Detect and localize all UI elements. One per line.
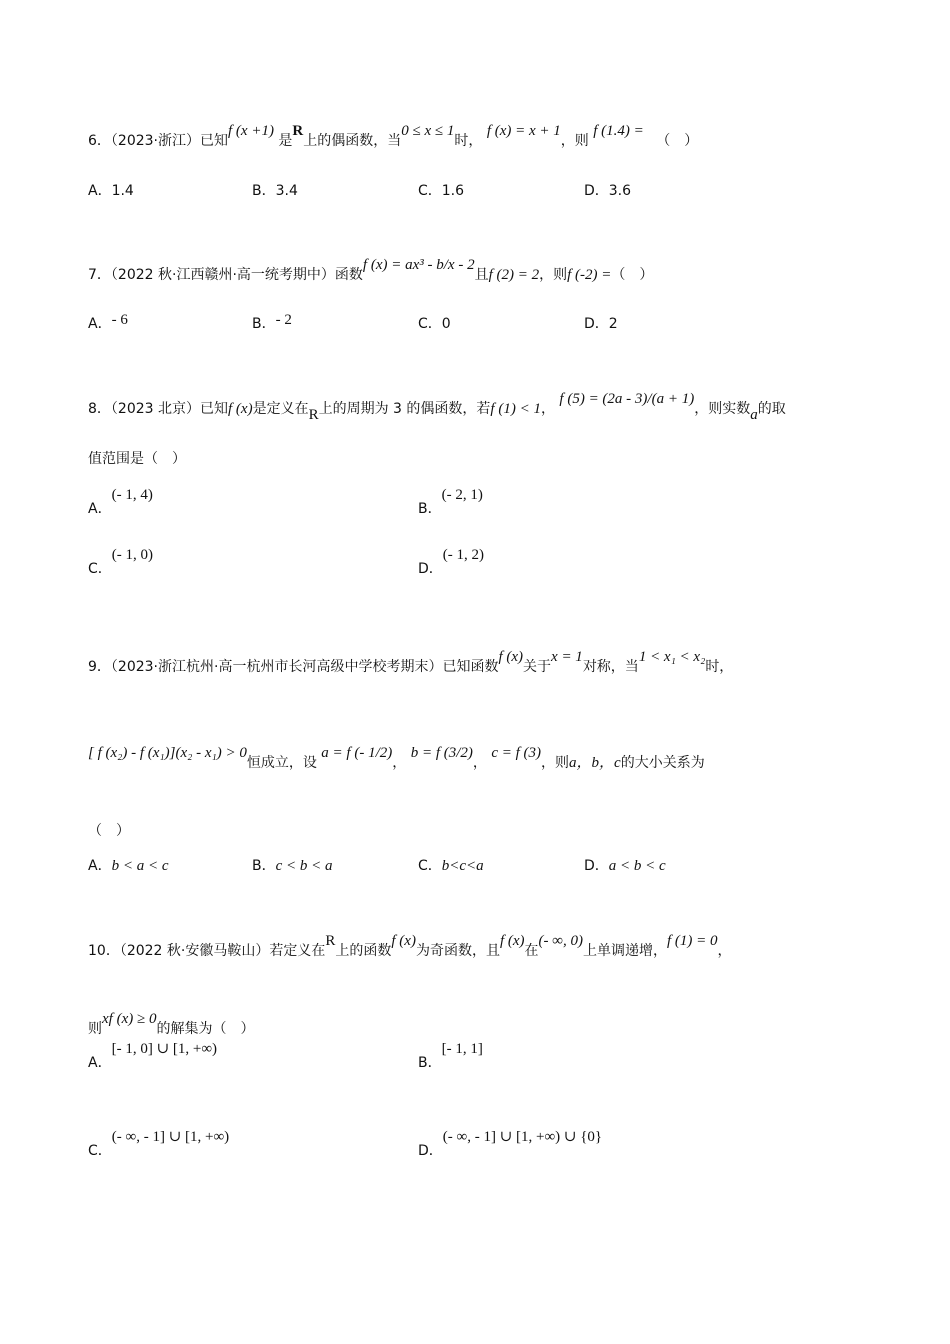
q9-math-fx: f (x) — [498, 649, 524, 665]
q9-text: 关于 — [523, 659, 552, 675]
q9-option-value: b<c<a — [441, 858, 484, 874]
q8-math-a: a — [750, 407, 758, 423]
q10-math-fx: f (x) — [391, 933, 416, 949]
q10-math-f1: f (1) = 0 — [666, 933, 718, 949]
q8-option-label: A． — [88, 501, 112, 517]
q10-math-interval: (- ∞, 0) — [538, 933, 583, 949]
q10-text: 为奇函数，且 — [415, 943, 500, 959]
q10-text: 的解集为（ ） — [156, 1021, 255, 1037]
q8-option-d[interactable] — [418, 547, 485, 578]
q8-option-b[interactable] — [418, 487, 483, 518]
q10-math-R: R — [325, 933, 336, 949]
q8-text: 的取 — [757, 401, 786, 417]
q10-option-label: D． — [418, 1143, 443, 1159]
q6-text: 是 — [278, 133, 293, 149]
q8-option-value: (- 2, 1) — [441, 487, 483, 503]
q8-text: 上的周期为 3 的偶函数，若 — [318, 401, 491, 417]
q8-option-label: D． — [418, 561, 443, 577]
q6-math-f: f (x +1) — [228, 123, 274, 139]
q9-option-label: D． — [584, 858, 609, 874]
q8-math-fx: f (x) — [228, 401, 253, 417]
q6-text: ，则 — [560, 133, 589, 149]
q7-option-value: 0 — [441, 316, 451, 332]
q9-option-value: c < b < a — [275, 858, 333, 874]
q9-math-cond: 1 < x₁ < x₂ — [638, 649, 706, 665]
q9-option-label: C． — [418, 858, 442, 874]
q10-math-fx2: f (x) — [499, 933, 525, 949]
q10-option-value: [- 1, 0] ∪ [1, +∞) — [111, 1041, 218, 1057]
q9-text: 时， — [705, 659, 734, 675]
q6-option-c[interactable]: C．1.6 — [418, 183, 465, 199]
q7-option-value: - 2 — [275, 312, 292, 328]
q6-math-R: R — [292, 123, 304, 139]
q7-stem — [88, 257, 654, 284]
q10-option-d[interactable] — [418, 1129, 603, 1160]
q7-math-fm2: f (-2) = — [567, 267, 612, 283]
q7-option-c[interactable] — [418, 313, 451, 333]
q7-option-label: B． — [252, 316, 276, 332]
q10-option-value: [- 1, 1] — [441, 1041, 483, 1057]
q9-math-a: a = f (- 1/2) — [321, 745, 393, 761]
q9-stem-line2: [ f (x₂) - f (x₁)](x₂ - x₁) > 0恒成立，设 a = f (- 1/2)， b = f (3/2)， c = f (3)，则a，b，c的大小关系为 — [88, 745, 705, 771]
q8-text: ， — [540, 401, 555, 417]
q7-number: 7． — [88, 267, 111, 283]
q7-text: ，则 — [539, 267, 568, 283]
q8-option-value: (- 1, 0) — [111, 547, 154, 563]
q6-answer-paren: （ ） — [656, 133, 699, 149]
q10-text: 在 — [524, 943, 539, 959]
q7-option-value: - 6 — [111, 312, 128, 328]
q9-stem — [88, 649, 734, 676]
q9-option-d[interactable] — [584, 855, 666, 875]
q10-option-label: A． — [88, 1055, 112, 1071]
q7-option-a[interactable] — [88, 313, 128, 333]
q9-option-value: b < a < c — [111, 858, 169, 874]
q8-stem-line2: 值范围是（ ） — [88, 451, 186, 467]
q9-option-b[interactable] — [252, 855, 333, 875]
q7-answer-paren: （ ） — [611, 267, 654, 283]
q9-text: 的大小关系为 — [620, 755, 705, 771]
q8-stem — [88, 391, 786, 423]
q8-option-a[interactable] — [88, 487, 153, 518]
q7-source: （2022 秋·江西赣州·高一统考期中）函数 — [110, 267, 363, 283]
q6-option-d[interactable]: D．3.6 — [584, 183, 632, 199]
q9-option-value: a < b < c — [608, 858, 666, 874]
q10-option-c[interactable] — [88, 1129, 230, 1160]
q9-text: 恒成立，设 — [246, 755, 317, 771]
q10-source: （2022 秋·安徽马鞍山）若定义在 — [119, 943, 326, 959]
q9-option-label: B． — [252, 858, 276, 874]
q7-option-d[interactable] — [584, 313, 618, 333]
q6-source: （2023·浙江）已知 — [110, 133, 229, 149]
q9-math-c: c = f (3) — [491, 745, 542, 761]
q7-option-label: C． — [418, 316, 442, 332]
q9-option-label: A． — [88, 858, 112, 874]
q6-text: 上的偶函数，当 — [303, 133, 402, 149]
q10-option-a[interactable] — [88, 1041, 218, 1072]
q9-math-x1: x = 1 — [551, 649, 583, 665]
q10-text: ， — [717, 943, 732, 959]
q9-math-b: b = f (3/2) — [410, 745, 473, 761]
q10-text: 上的函数 — [335, 943, 392, 959]
q6-math-f14: f (1.4) = — [593, 123, 644, 139]
q8-option-c[interactable] — [88, 547, 154, 578]
q10-text: 则 — [88, 1021, 102, 1037]
q10-stem — [88, 933, 732, 960]
q9-math-ineq: [ f (x₂) - f (x₁)](x₂ - x₁) > 0 — [88, 745, 247, 761]
q10-number: 10． — [88, 943, 120, 959]
q10-option-value: (- ∞, - 1] ∪ [1, +∞) ∪ {0} — [442, 1129, 603, 1145]
q10-option-label: B． — [418, 1055, 442, 1071]
q6-text: 时， — [454, 133, 483, 149]
q8-option-value: (- 1, 4) — [111, 487, 153, 503]
q6-number: 6． — [88, 133, 111, 149]
q8-number: 8． — [88, 401, 111, 417]
q7-text: 且 — [474, 267, 489, 283]
q6-option-a[interactable]: A．1.4 — [88, 183, 134, 199]
q7-option-b[interactable] — [252, 313, 292, 333]
q8-math-f5: f (5) = (2a - 3)/(a + 1) — [559, 391, 695, 407]
q10-option-value: (- ∞, - 1] ∪ [1, +∞) — [111, 1129, 230, 1145]
q8-option-label: C． — [88, 561, 112, 577]
q6-stem — [88, 123, 699, 150]
q9-math-abc: a，b，c — [569, 755, 621, 771]
q10-stem-line2 — [88, 1011, 255, 1038]
q9-number: 9． — [88, 659, 111, 675]
q10-text: 上单调递增， — [582, 943, 667, 959]
q9-option-c[interactable] — [418, 855, 484, 875]
q9-source: （2023·浙江杭州·高一杭州市长河高级中学校考期末）已知函数 — [110, 659, 499, 675]
q7-option-value: 2 — [608, 316, 618, 332]
q8-math-f1: f (1) < 1 — [490, 401, 541, 417]
q7-option-label: D． — [584, 316, 609, 332]
q10-option-b[interactable] — [418, 1041, 483, 1072]
q7-math-func: f (x) = ax³ - b/x - 2 — [362, 257, 475, 273]
q6-option-b[interactable]: B．3.4 — [252, 183, 298, 199]
q7-math-f2: f (2) = 2 — [488, 267, 540, 283]
q9-text: 对称，当 — [582, 659, 639, 675]
q8-text: ，则实数 — [694, 401, 751, 417]
q10-math-xfx: xf (x) ≥ 0 — [102, 1011, 157, 1027]
q9-answer-paren: （ ） — [88, 823, 130, 839]
q8-text: 是定义在 — [252, 401, 309, 417]
q8-option-label: B． — [418, 501, 442, 517]
q7-option-label: A． — [88, 316, 112, 332]
q9-text: ，则 — [541, 755, 570, 771]
q10-option-label: C． — [88, 1143, 112, 1159]
q8-source: （2023 北京）已知 — [110, 401, 229, 417]
q8-option-value: (- 1, 2) — [442, 547, 485, 563]
q6-math-cond: 0 ≤ x ≤ 1 — [401, 123, 455, 139]
q9-option-a[interactable] — [88, 855, 168, 875]
q8-math-R: R — [308, 407, 319, 423]
q6-math-fx: f (x) = x + 1 — [486, 123, 561, 139]
